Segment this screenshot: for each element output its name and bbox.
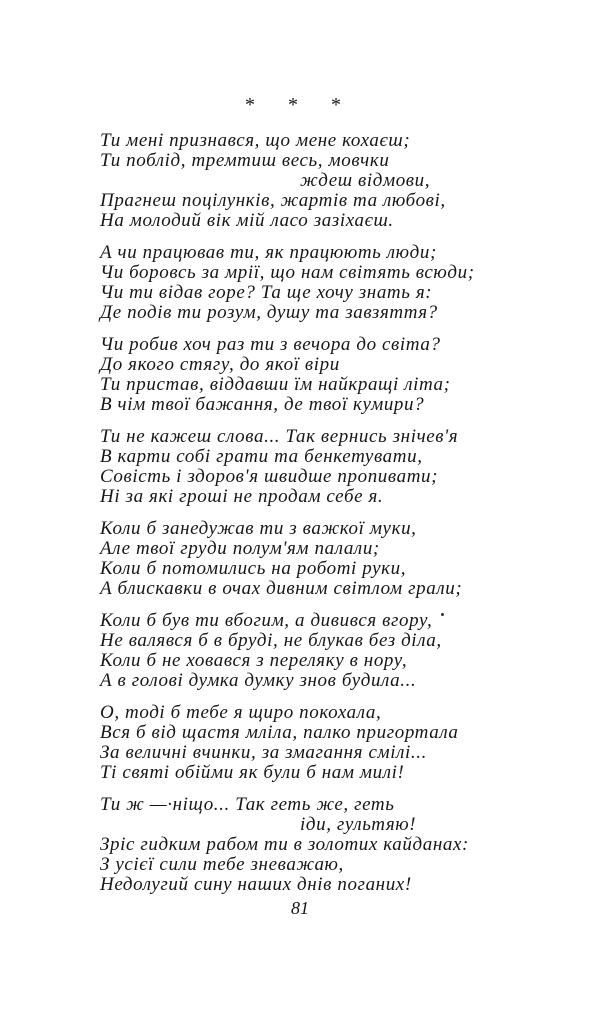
poem-line: З усієї сили тебе зневажаю, <box>100 854 344 875</box>
page-number: 81 <box>291 898 309 918</box>
section-asterisks: * * * <box>245 94 355 116</box>
poem-line: За величні вчинки, за змагання смілі... <box>100 742 427 763</box>
poem-line: А чи працював ти, як працюють люди; <box>100 242 437 263</box>
poem-line: Коли б занедужав ти з важкої муки, <box>100 518 417 539</box>
poem-line: Зріс гидким рабом ти в золотих кайданах: <box>100 834 469 855</box>
poem-line: Чи робив хоч раз ти з вечора до світа? <box>100 334 441 355</box>
poem-line: Де подів ти розум, душу та завзяття? <box>100 302 438 323</box>
poem-line: Недолугий сину наших днів поганих! <box>100 874 412 895</box>
ink-dot <box>441 613 444 616</box>
poem-line: Прагнеш поцілунків, жартів та любові, <box>100 190 446 211</box>
poem-line: Чи боровсь за мрії, що нам світять всюди; <box>100 262 475 283</box>
poem-line: Ти мені признався, що мене кохаєш; <box>100 130 411 151</box>
poem-line: Ти пристав, віддавши їм найкращі літа; <box>100 374 451 395</box>
poem-line: Ні за які гроші не продам себе я. <box>100 486 384 507</box>
poem-line: Коли б був ти вбогим, а дивився вгору, <box>100 610 433 631</box>
poem-line: На молодий вік мій ласо зазіхаєш. <box>100 210 394 231</box>
poem-line: Не валявся б в бруді, не блукав без діла, <box>100 630 442 651</box>
poem-line: Вся б від щастя мліла, палко пригортала <box>100 722 459 743</box>
poem-line: А блискавки в очах дивним світлом грали; <box>100 578 463 599</box>
poem-line: Але твої груди полум'ям палали; <box>100 538 380 559</box>
poem-line: Чи ти відав горе? Та ще хочу знать я: <box>100 282 433 303</box>
poem-line: Совість і здоров'я швидше пропивати; <box>100 466 439 487</box>
poem-line: Коли б потомились на роботі руки, <box>100 558 407 579</box>
poem-line: Ті святі обійми як були б нам милі! <box>100 762 405 783</box>
poem-line: До якого стягу, до якої віри <box>100 354 340 375</box>
poem-line: Коли б не ховався з переляку в нору, <box>100 650 408 671</box>
poem-line: ждеш відмови, <box>300 170 431 191</box>
poem-line: Ти поблід, тремтиш весь, мовчки <box>100 150 390 171</box>
poem-line: А в голові думка думку знов будила... <box>100 670 417 691</box>
poem-line: Ти не кажеш слова... Так вернись знічев'я <box>100 426 459 447</box>
poem-line: О, тоді б тебе я щиро покохала, <box>100 702 382 723</box>
poem-line: Ти ж —·ніщо... Так геть же, геть <box>100 794 395 815</box>
poem-line: В чім твої бажання, де твої кумири? <box>100 394 425 415</box>
poem-line: В карти собі грати та бенкетувати, <box>100 446 423 467</box>
poem-line: іди, гультяю! <box>300 814 417 835</box>
